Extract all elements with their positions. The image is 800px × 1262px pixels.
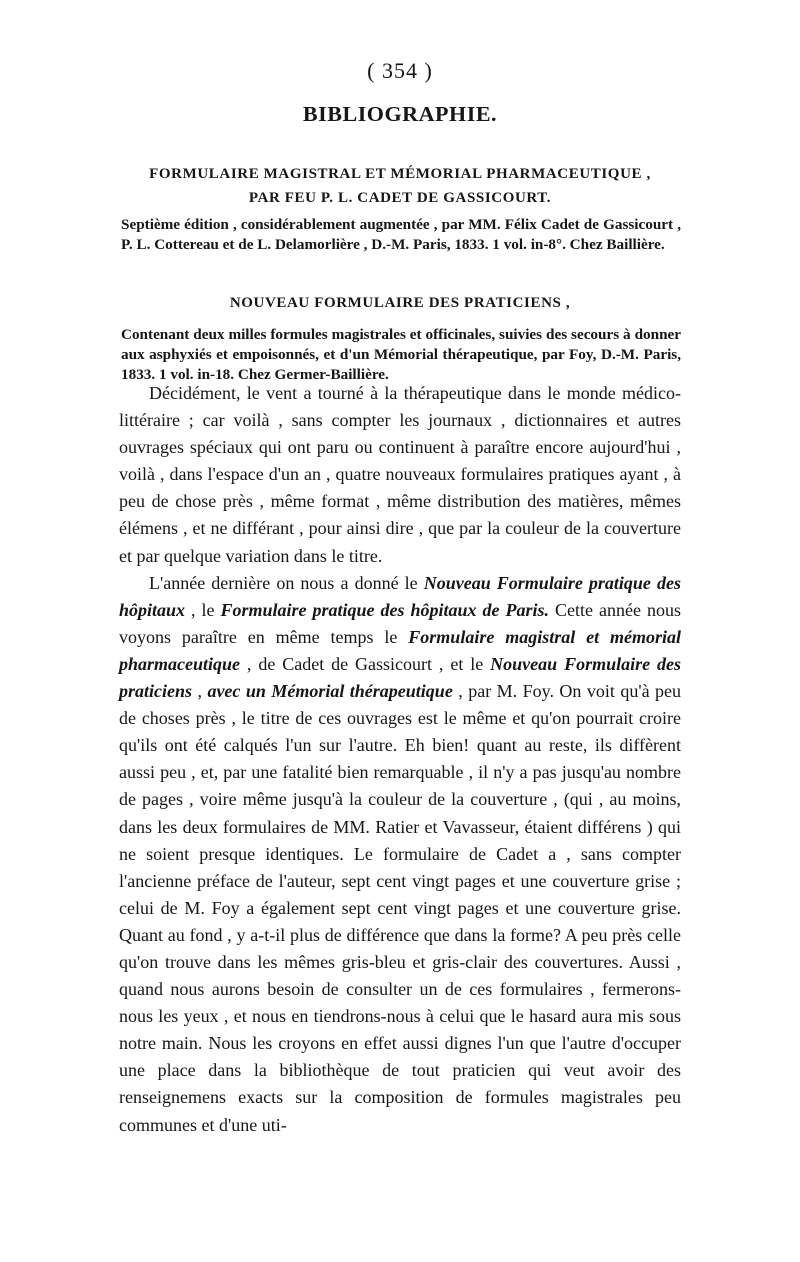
p2-text-i: , <box>192 681 208 702</box>
book2-metadata: Contenant deux milles formules magistrales et officinales, suivies des secours à donner aux asphyxiés et empoisonnés, et d'un Mémorial thérapeutique, par Foy, D.-M. Paris, 1833. 1 vol. in-18. Chez Germer-Baillière. <box>121 326 681 383</box>
book1-title <box>120 162 680 210</box>
book-ref-formulaire-magistral: Formulaire magistral et mémorial pharmaceutique <box>119 626 681 674</box>
book-ref-nouveau-formulaire-praticiens: Nouveau Formulaire des praticiens <box>119 653 681 702</box>
section-title: BIBLIOGRAPHIE. <box>302 102 498 126</box>
book1-title-line1: FORMULAIRE MAGISTRAL ET MÉMORIAL PHARMACEUTIQUE , <box>149 166 651 182</box>
page-number: ( 354 ) <box>367 58 433 83</box>
p2-text-a: L'année dernière on nous a donné le <box>149 572 424 593</box>
body-paragraph-2 <box>119 570 681 1139</box>
p2-text-g: , de Cadet de Gassicourt , et le <box>240 653 491 674</box>
book1-metadata: Septième édition , considérablement augmentée , par MM. Félix Cadet de Gassicourt , P. L. Cottereau et de L. Delamorlière , D.-M. Paris, 1833. 1 vol. in-8°. Chez Baillière. <box>121 216 681 253</box>
book2-title: NOUVEAU FORMULAIRE DES PRATICIENS , <box>229 295 571 311</box>
p2-text-c: , le <box>185 599 221 620</box>
review-body <box>119 380 681 1139</box>
book-ref-memorial-therapeutique: avec un Mémorial thérapeutique <box>207 681 453 702</box>
p2-text-e: Cette année nous voyons paraître en même temps le <box>119 599 681 647</box>
book-ref-nouveau-formulaire-hopitaux: Nouveau Formulaire pratique des hôpitaux <box>119 572 681 620</box>
p2-text-k: , par M. Foy. On voit qu'à peu de choses près , le titre de ces ouvrages est le même et qu'on pourrait croire qu'ils ont été calqués l'un sur l'autre. Eh bien! quant au reste, ils diffèrent aussi peu , et, par une fatalité bien remarquable , il n'y a pas jusqu'au nombre de pages , voire même jusqu'à la couleur de la couverture , (qui , au moins, dans les deux formulaires de MM. Ratier et Vavasseur, étaient différens ) qui ne soient presque identiques. Le formulaire de Cadet a , sans compter l'ancienne préface de l'auteur, sept cent vingt pages et une couverture grise ; celui de M. Foy a également sept cent vingt pages et une couverture grise. Quant au fond , y a-t-il plus de différence que dans la forme? A peu près celle qu'on trouve dans les mêmes gris-bleu et gris-clair des couvertures. Aussi , quand nous aurons besoin de consulter un de ces formulaires , fermerons-nous les yeux , et nous en tiendrons-nous à celui que le hasard aura mis sous notre main. Nous les croyons en effet aussi dignes l'un que l'autre d'occuper une place dans la bibliothèque de tout praticien qui veut avoir des renseignemens exacts sur la composition de formules magistrales peu communes et d'une uti- <box>119 681 682 1135</box>
book1-title-line2: PAR FEU P. L. CADET DE GASSICOURT. <box>248 190 552 206</box>
body-paragraph-1: Décidément, le vent a tourné à la thérapeutique dans le monde médico-littéraire ; car voilà , sans compter les journaux , dictionnaires et autres ouvrages spéciaux qui ont paru ou continuent à paraître encore aujourd'hui , voilà , dans l'espace d'un an , quatre nouveaux formulaires pratiques ayant , à peu de chose près , même format , même distribution des matières, mêmes élémens , et ne différant , pour ainsi dire , que par la couleur de la couverture et par quelque variation dans le titre. <box>119 383 681 566</box>
book-ref-formulaire-hopitaux-paris: Formulaire pratique des hôpitaux de Paris. <box>220 599 550 620</box>
